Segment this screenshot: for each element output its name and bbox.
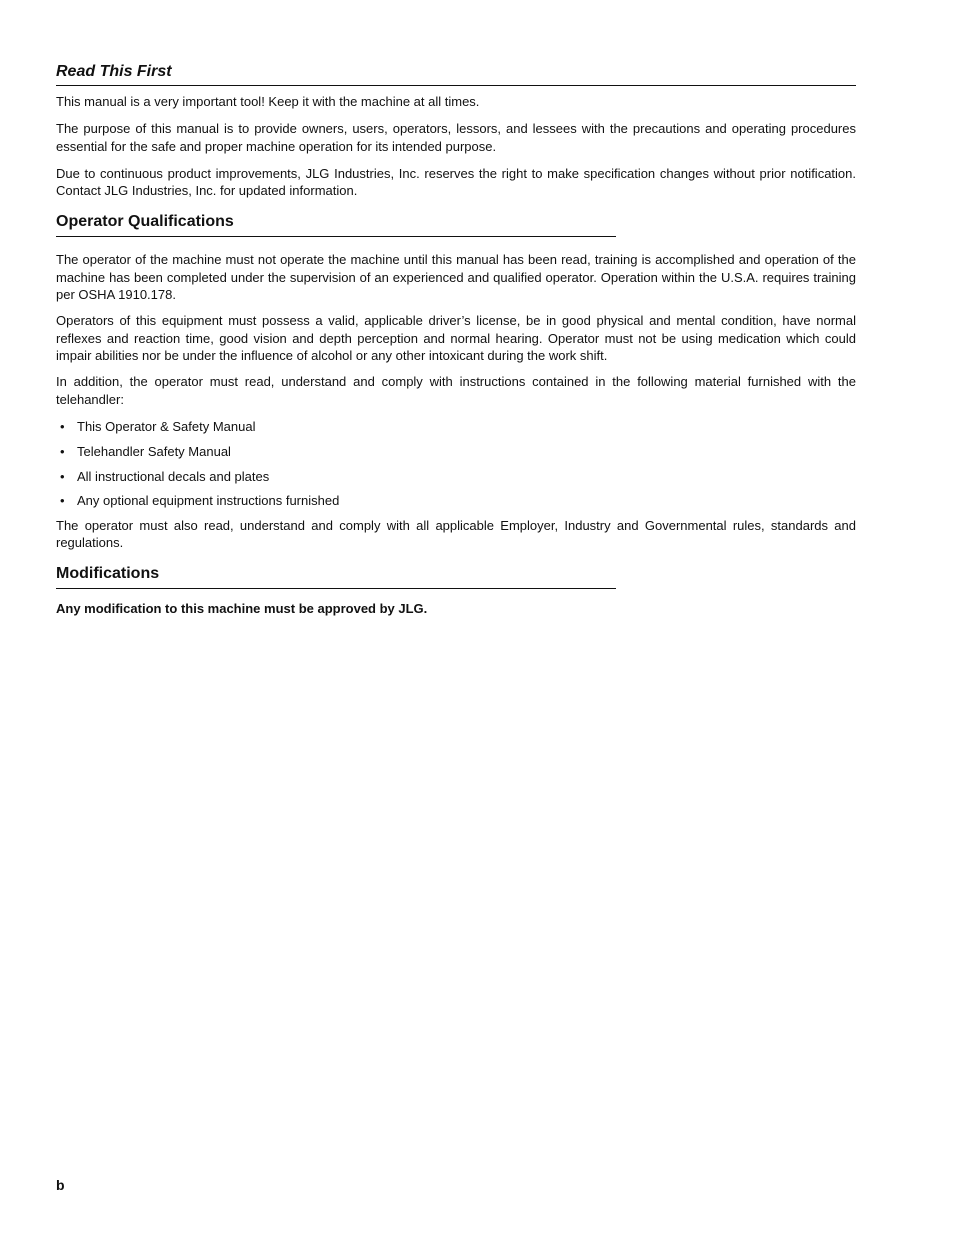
qualifications-paragraph-3: In addition, the operator must read, understand and comply with instructions contained in the following material furnished with the telehandler:	[56, 374, 856, 407]
bullet-icon: •	[60, 492, 65, 508]
page-number: b	[56, 1177, 65, 1193]
required-materials-list	[56, 418, 856, 509]
list-item	[56, 443, 856, 460]
list-item	[56, 492, 856, 509]
list-item-text: All instructional decals and plates	[77, 468, 270, 484]
document-page	[56, 62, 856, 618]
list-item-text: This Operator & Safety Manual	[77, 418, 256, 434]
list-item-text: Any optional equipment instructions furnished	[77, 492, 340, 508]
list-item-text: Telehandler Safety Manual	[77, 443, 231, 459]
heading-read-this-first: Read This First	[56, 62, 856, 86]
qualifications-paragraph-2: Operators of this equipment must possess a valid, applicable driver’s license, be in good physical and mental condition, have normal reflexes and reaction time, good vision and depth perception and normal hearing. Operator must not be using medication which could impair abilities nor be under the influence of alcohol or any other intoxicant during the work shift.	[56, 313, 856, 363]
list-item	[56, 418, 856, 435]
list-item	[56, 468, 856, 485]
qualifications-paragraph-4: The operator must also read, understand and comply with all applicable Employer, Industry and Governmental rules, standards and regulations.	[56, 517, 856, 551]
bullet-icon: •	[60, 443, 65, 459]
bullet-icon: •	[60, 418, 65, 434]
heading-operator-qualifications: Operator Qualifications	[56, 212, 616, 237]
modifications-paragraph: Any modification to this machine must be approved by JLG.	[56, 601, 428, 617]
qualifications-paragraph-1: The operator of the machine must not operate the machine until this manual has been read, training is accomplished and operation of the machine has been completed under the supervision of an experienced and qualified operator. Operation within the U.S.A. requires training per OSHA 1910.178.	[56, 252, 856, 303]
read-first-paragraph-3: Due to continuous product improvements, JLG Industries, Inc. reserves the right to make specification changes without prior notification. Contact JLG Industries, Inc. for updated information.	[56, 165, 856, 199]
heading-modifications: Modifications	[56, 564, 616, 589]
read-first-paragraph-2: The purpose of this manual is to provide owners, users, operators, lessors, and lessees with the precautions and operating procedures essential for the safe and proper machine operation for its intended purpose.	[56, 121, 856, 154]
bullet-icon: •	[60, 468, 65, 484]
read-first-paragraph-1: This manual is a very important tool! Keep it with the machine at all times.	[56, 94, 480, 109]
